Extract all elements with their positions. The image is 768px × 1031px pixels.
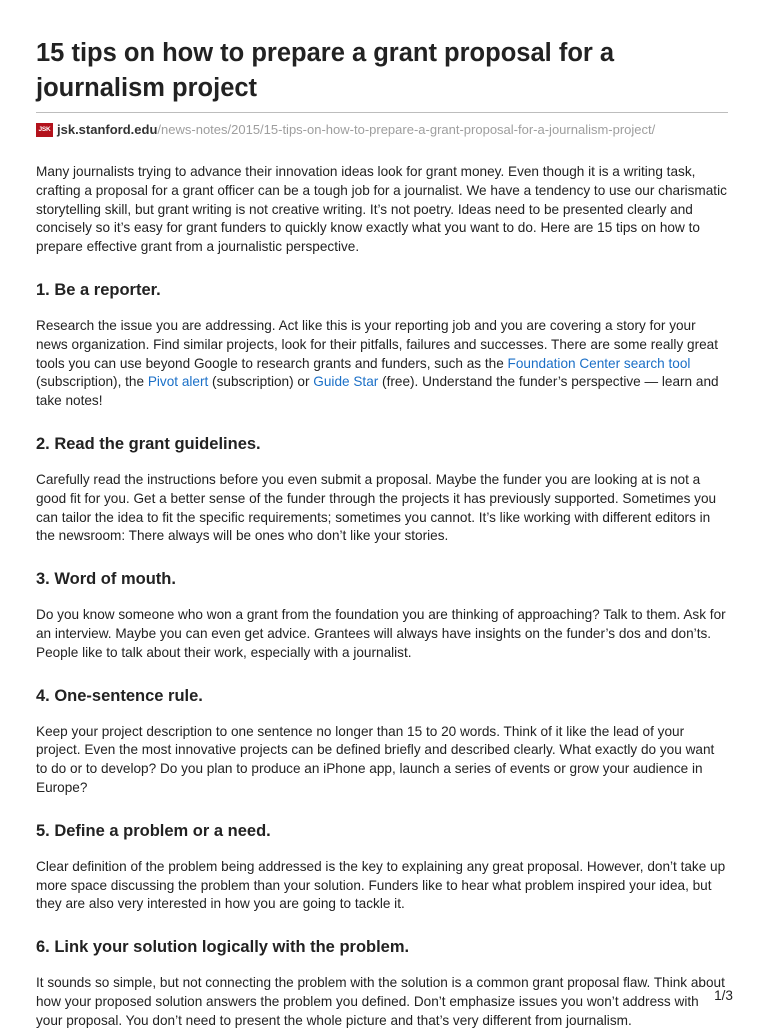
tip-heading-5: 5. Define a problem or a need. [36, 821, 271, 840]
tip-heading-1: 1. Be a reporter. [36, 280, 161, 299]
tip-heading-6: 6. Link your solution logically with the problem. [36, 938, 410, 957]
tip-body-1-text-mid1: (subscription), the [36, 374, 148, 390]
tip-heading-3: 3. Word of mouth. [36, 570, 176, 589]
tip-section-2 [36, 433, 728, 546]
guide-star-link[interactable]: Guide Star [313, 374, 379, 390]
tip-body-1 [36, 317, 728, 411]
tip-section-3 [36, 568, 728, 662]
tip-section-6 [36, 936, 728, 1030]
tip-heading-4: 4. One-sentence rule. [36, 686, 203, 705]
tip-body-4: Keep your project description to one sentence no longer than 15 to 20 words. Think of it like the lead of your project. Even the most innovative projects can be defined briefly and described clearly. What exactly do you want to do or to develop? Do you plan to produce an iPhone app, launch a series of events or grow your audience in Europe? [36, 723, 715, 795]
tip-body-6: It sounds so simple, but not connecting the problem with the solution is a common grant proposal flaw. Think about how your proposed solution answers the problem you defined. Don’t emphasize issues you won’t address with your proposal. You don’t need to present the whole picture and that’s very different from journalism. [36, 975, 725, 1028]
intro-paragraph: Many journalists trying to advance their innovation ideas look for grant money. Even though it is a writing task, crafting a proposal for a grant officer can be a tough job for a journalist. We have a tendency to use our charismatic storytelling skill, but grant writing is not creative writing. It’s not poetry. Ideas need to be presented clearly and concisely so it’s easy for grant funders to quickly know exactly what you want to do. Here are 15 tips on how to prepare effective grant from a journalistic perspective. [36, 164, 727, 255]
tip-section-4 [36, 685, 728, 798]
document-page [36, 0, 728, 1031]
tip-body-1-text-mid2: (subscription) or [208, 374, 314, 390]
page-title: 15 tips on how to prepare a grant proposal for a journalism project [36, 39, 615, 102]
pivot-alert-link[interactable]: Pivot alert [147, 374, 209, 390]
source-domain[interactable]: jsk.stanford.edu [57, 122, 158, 137]
tip-body-2: Carefully read the instructions before you even submit a proposal. Maybe the funder you are looking at is not a good fit for you. Get a better sense of the funder through the projects it has previously supported. Sometimes you can tailor the idea to fit the specific requirements; sometimes you cannot. It’s like working with different editors in the newsroom: There always will be ones who don’t like your stories. [36, 471, 717, 544]
tip-heading-2: 2. Read the grant guidelines. [36, 434, 261, 453]
tip-body-3: Do you know someone who won a grant from the foundation you are thinking of approaching? Talk to them. Ask for an interview. Maybe you can even get advice. Grantees will always have insights on the funder’s dos and don’ts. People like to talk about their work, especially with a journalist. [36, 607, 726, 660]
tip-body-1-text-end: (free). Understand the funder’s perspective — learn and take notes! [36, 374, 719, 409]
jsk-logo-icon: JSK [36, 123, 53, 137]
tip-section-5 [36, 820, 728, 914]
title-divider [36, 112, 728, 113]
tip-section-1 [36, 279, 728, 411]
source-path[interactable]: /news-notes/2015/15-tips-on-how-to-prepare-a-grant-proposal-for-a-journalism-project/ [157, 122, 656, 137]
tip-body-1-text-start: Research the issue you are addressing. Act like this is your reporting job and you are covering a story for your news organization. Find similar projects, look for their pitfalls, failures and successes. There are some really great tools you can use beyond Google to research grants and funders, such as the [36, 317, 719, 371]
tip-body-5: Clear definition of the problem being addressed is the key to explaining any great proposal. However, don’t take up more space discussing the problem than your solution. Funders like to hear what problem inspired your idea, but they are also very interested in how you are going to tackle it. [36, 858, 726, 912]
foundation-center-link[interactable]: Foundation Center search tool [507, 355, 691, 371]
page-number: 1/3 [714, 988, 733, 1003]
source-url[interactable] [36, 122, 728, 138]
